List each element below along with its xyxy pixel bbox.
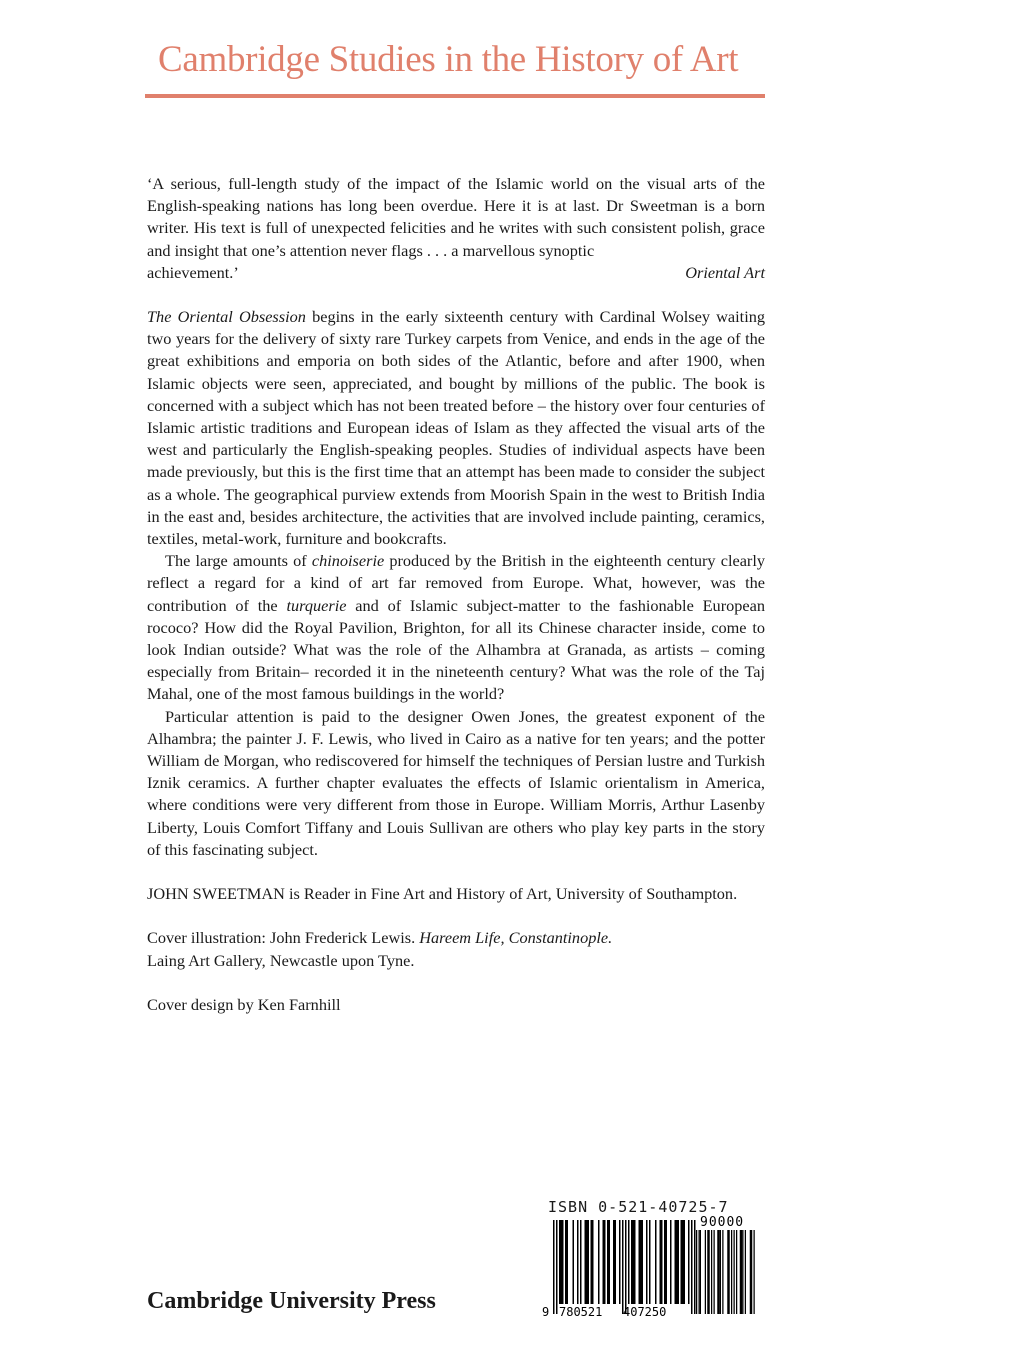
barcode-addon-bar xyxy=(729,1230,730,1314)
barcode-bar xyxy=(591,1220,593,1304)
cover-illustration-credit xyxy=(147,927,765,971)
blurb-paragraph-3: Particular attention is paid to the designer Owen Jones, the greatest exponent of the Alhambra; the painter J. F. Lewis, who lived in Cairo as a native for ten years; and the potter William de Morgan, who rediscovered for himself the techniques of Persian lustre and Turkish Iznik ceramics. A further chapter evaluates the effects of Islamic orientalism in America, where conditions were very different from those in Europe. William Morris, Arthur Lasenby Liberty, Louis Comfort Tiffany and Louis Sullivan are others who play key parts in the story of this fascinating subject. xyxy=(147,706,765,859)
barcode-addon-bar xyxy=(754,1230,755,1314)
barcode-addon-digits: 90000 xyxy=(700,1215,745,1230)
barcode-addon-bar xyxy=(696,1230,697,1314)
barcode-addon-bar xyxy=(750,1230,751,1314)
barcode-bar xyxy=(562,1220,564,1304)
barcode-bar xyxy=(633,1220,635,1304)
cover-artwork-title: Hareem Life, Constantinople. xyxy=(419,928,613,948)
barcode-addon-bar xyxy=(727,1230,728,1314)
barcode-addon-bar xyxy=(751,1230,752,1314)
cover-credit-location: Laing Art Gallery, Newcastle upon Tyne. xyxy=(147,950,415,970)
barcode-bar xyxy=(666,1220,668,1304)
barcode-bar xyxy=(628,1220,630,1304)
barcode-bar xyxy=(634,1220,636,1304)
barcode-bar xyxy=(553,1220,555,1314)
barcode-bar xyxy=(678,1220,680,1304)
barcode-addon-bar xyxy=(711,1230,712,1314)
barcode-bar xyxy=(598,1220,600,1304)
publisher-name: Cambridge University Press xyxy=(147,1288,436,1314)
barcode-bar xyxy=(573,1220,575,1304)
isbn-barcode xyxy=(540,1214,756,1318)
barcode-bar xyxy=(655,1220,657,1304)
barcode-bar xyxy=(675,1220,677,1304)
barcode-bar xyxy=(561,1220,563,1304)
barcode-bar xyxy=(688,1220,690,1304)
barcode-bar xyxy=(661,1220,663,1304)
barcode-bar xyxy=(646,1220,648,1304)
barcode-bar xyxy=(565,1220,567,1304)
barcode-addon-bar xyxy=(731,1230,732,1314)
barcode-bar xyxy=(580,1220,582,1304)
barcode-addon-bar xyxy=(720,1230,721,1314)
barcode-bar xyxy=(609,1220,611,1304)
barcode-addon-bar xyxy=(740,1230,741,1314)
review-quote-last-line xyxy=(147,262,765,284)
barcode-bar xyxy=(604,1220,606,1304)
barcode-first-digit: 9 xyxy=(542,1305,550,1318)
barcode-addon-bar xyxy=(742,1230,743,1314)
barcode-bar xyxy=(592,1220,594,1304)
barcode-addon-bar xyxy=(705,1230,706,1314)
barcode-addon-bar xyxy=(741,1230,742,1314)
blurb-paragraph-1 xyxy=(147,306,765,550)
barcode-addon-bar xyxy=(736,1230,737,1314)
barcode-bar xyxy=(585,1220,587,1304)
barcode-bar xyxy=(640,1220,642,1304)
barcode-right-digits: 407250 xyxy=(623,1305,667,1318)
barcode-addon-bar xyxy=(745,1230,746,1314)
barcode-bar xyxy=(649,1220,651,1304)
blurb-p2-text-b: produced by the British in the eighteenth century clearly reflect a regard for a kind of art far removed from Europe. What, however, was the contribution of the xyxy=(147,551,766,615)
review-quote-text: ‘A serious, full-length study of the impact of the Islamic world on the visual arts of the English-speaking nations has long been overdue. Here it is at last. Dr Sweetman is a born writer. His text is full of unexpected felicities and he writes with such consistent polish, grace and insight that one’s attention never flags . . . a marvellous synoptic xyxy=(147,174,765,260)
barcode-bar xyxy=(586,1220,588,1304)
barcode-bars xyxy=(553,1220,696,1314)
barcode-bar xyxy=(603,1220,605,1304)
barcode-addon-bar xyxy=(699,1230,700,1314)
barcode-bar xyxy=(694,1220,696,1314)
barcode-bar xyxy=(639,1220,641,1304)
barcode-bar xyxy=(681,1220,683,1304)
series-title: Cambridge Studies in the History of Art xyxy=(158,39,739,80)
blurb-p2-text-a: The large amounts of xyxy=(165,551,312,571)
barcode-addon-bar xyxy=(707,1230,708,1314)
cover-design-credit: Cover design by Ken Farnhill xyxy=(147,994,341,1014)
barcode-addon-bar xyxy=(734,1230,735,1314)
review-quote-end: achievement.’ xyxy=(147,262,239,282)
barcode-bar xyxy=(613,1220,615,1304)
barcode-bar xyxy=(631,1220,633,1304)
barcode-bar xyxy=(642,1220,644,1304)
barcode-bar xyxy=(691,1220,693,1314)
barcode-addon-bar xyxy=(714,1230,715,1314)
cover-credit-prefix: Cover illustration: John Frederick Lewis. xyxy=(147,928,420,948)
barcode-bar xyxy=(559,1220,561,1304)
barcode-left-digits: 780521 xyxy=(559,1305,603,1318)
title-rule xyxy=(145,94,765,98)
barcode-bar xyxy=(684,1220,686,1304)
barcode-addon-bar xyxy=(719,1230,720,1314)
barcode-bar xyxy=(660,1220,662,1304)
book-title: The Oriental Obsession xyxy=(147,307,306,327)
barcode-bar xyxy=(567,1220,569,1304)
blurb-p1-text: begins in the early sixteenth century with Cardinal Wolsey waiting two years for the delivery of sixty rare Turkey carpets from Venice, and ends in the age of the great exhibitions and emporia on both sides of the Atlantic, before and after 1900, when Islamic objects were seen, appreciated, and bought by millions of the public. The book is concerned with a subject which has not been treated before – the history over four centuries of Islamic artistic traditions and European ideas of Islam as they affected the visual arts of the west and particularly the English-speaking peoples. Studies of individual aspects have been made previously, but this is the first time that an attempt has been made to consider the subject as a whole. The geographical purview extends from Moorish Spain in the west to British India in the east and, besides architecture, the activities that are involved include painting, ceramics, textiles, metal-work, furniture and bookcrafts. xyxy=(147,307,766,549)
barcode-bar xyxy=(588,1220,590,1304)
author-bio: JOHN SWEETMAN is Reader in Fine Art and History of Art, University of Southampton. xyxy=(147,884,738,904)
barcode-bar xyxy=(607,1220,609,1304)
barcode-bar xyxy=(664,1220,666,1304)
isbn-label: ISBN 0-521-40725-7 xyxy=(548,1198,729,1216)
barcode-addon-bar xyxy=(700,1230,701,1314)
barcode-bar xyxy=(625,1220,627,1314)
review-source: Oriental Art xyxy=(685,262,765,282)
barcode-addon-bar xyxy=(717,1230,718,1314)
back-cover-text xyxy=(147,173,765,1016)
barcode-bar xyxy=(619,1220,621,1304)
barcode-bar xyxy=(556,1220,558,1314)
barcode-addon-bar xyxy=(709,1230,710,1314)
barcode-addon-bar xyxy=(722,1230,723,1314)
barcode-bar xyxy=(676,1220,678,1304)
blurb-p2-text-c: and of Islamic subject-matter to the fashionable European rococo? How did the Royal Pavilion, Brighton, for all its Chinese character inside, come to look Indian outside? What was the role of the Alhambra at Granada, as artists – coming especially from Britain– recorded it in the nineteenth century? What was the role of the Taj Mahal, one of the most famous buildings in the world? xyxy=(147,595,765,704)
review-quote xyxy=(147,173,765,262)
term-turquerie: turquerie xyxy=(286,595,347,615)
barcode-addon-bars xyxy=(696,1230,755,1314)
barcode-bar xyxy=(682,1220,684,1304)
barcode-bar xyxy=(670,1220,672,1304)
barcode-bar xyxy=(615,1220,617,1304)
blurb-paragraph-2 xyxy=(147,550,765,705)
barcode-bar xyxy=(577,1220,579,1304)
term-chinoiserie: chinoiserie xyxy=(311,551,385,571)
barcode-bar xyxy=(622,1220,624,1314)
